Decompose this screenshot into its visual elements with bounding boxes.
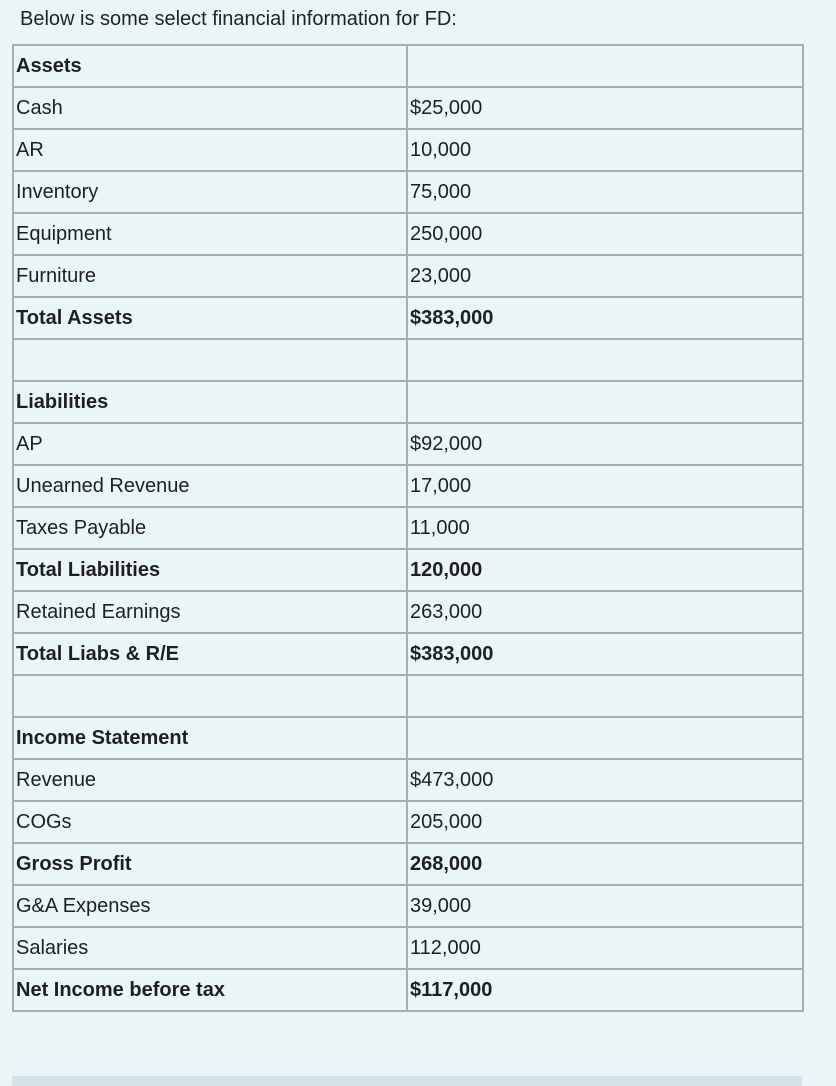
row-value: $473,000 [407, 759, 803, 801]
table-row [13, 381, 803, 423]
row-value [407, 339, 803, 381]
row-value: $25,000 [407, 87, 803, 129]
table-row [13, 423, 803, 465]
row-label: Equipment [13, 213, 407, 255]
table-row [13, 717, 803, 759]
table-row [13, 213, 803, 255]
row-value: 11,000 [407, 507, 803, 549]
table-row [13, 801, 803, 843]
financial-table-body [13, 45, 803, 1011]
table-row [13, 465, 803, 507]
row-label: Inventory [13, 171, 407, 213]
table-row [13, 87, 803, 129]
row-value: $117,000 [407, 969, 803, 1011]
row-value [407, 675, 803, 717]
row-value: 10,000 [407, 129, 803, 171]
table-row [13, 297, 803, 339]
row-label: Unearned Revenue [13, 465, 407, 507]
row-value: 17,000 [407, 465, 803, 507]
row-label: Revenue [13, 759, 407, 801]
row-label: COGs [13, 801, 407, 843]
row-value: 120,000 [407, 549, 803, 591]
row-label: Furniture [13, 255, 407, 297]
row-label: Retained Earnings [13, 591, 407, 633]
row-label: Taxes Payable [13, 507, 407, 549]
row-value: 75,000 [407, 171, 803, 213]
table-row [13, 507, 803, 549]
row-label: Liabilities [13, 381, 407, 423]
row-label: Salaries [13, 927, 407, 969]
table-row [13, 255, 803, 297]
row-label: Net Income before tax [13, 969, 407, 1011]
intro-text: Below is some select financial information for FD: [20, 8, 457, 30]
table-row [13, 339, 803, 381]
row-value: 263,000 [407, 591, 803, 633]
row-value [407, 381, 803, 423]
row-value: 23,000 [407, 255, 803, 297]
row-label: Total Liabs & R/E [13, 633, 407, 675]
row-value [407, 717, 803, 759]
table-row [13, 885, 803, 927]
row-value: $383,000 [407, 297, 803, 339]
table-row [13, 633, 803, 675]
row-label: AP [13, 423, 407, 465]
row-value: 112,000 [407, 927, 803, 969]
table-bottom-edge [12, 1076, 802, 1086]
row-value: 250,000 [407, 213, 803, 255]
row-value: $92,000 [407, 423, 803, 465]
row-label: G&A Expenses [13, 885, 407, 927]
row-label: Gross Profit [13, 843, 407, 885]
table-row [13, 171, 803, 213]
row-label: Assets [13, 45, 407, 87]
table-row [13, 843, 803, 885]
row-label [13, 675, 407, 717]
row-label: Income Statement [13, 717, 407, 759]
row-label [13, 339, 407, 381]
table-row [13, 927, 803, 969]
row-value: 268,000 [407, 843, 803, 885]
table-row [13, 45, 803, 87]
table-row [13, 549, 803, 591]
row-label: AR [13, 129, 407, 171]
row-label: Total Liabilities [13, 549, 407, 591]
table-row [13, 675, 803, 717]
table-row [13, 759, 803, 801]
row-label: Total Assets [13, 297, 407, 339]
table-row [13, 969, 803, 1011]
row-value: 205,000 [407, 801, 803, 843]
row-value [407, 45, 803, 87]
table-row [13, 129, 803, 171]
financial-table [12, 44, 804, 1012]
row-label: Cash [13, 87, 407, 129]
table-row [13, 591, 803, 633]
row-value: $383,000 [407, 633, 803, 675]
row-value: 39,000 [407, 885, 803, 927]
